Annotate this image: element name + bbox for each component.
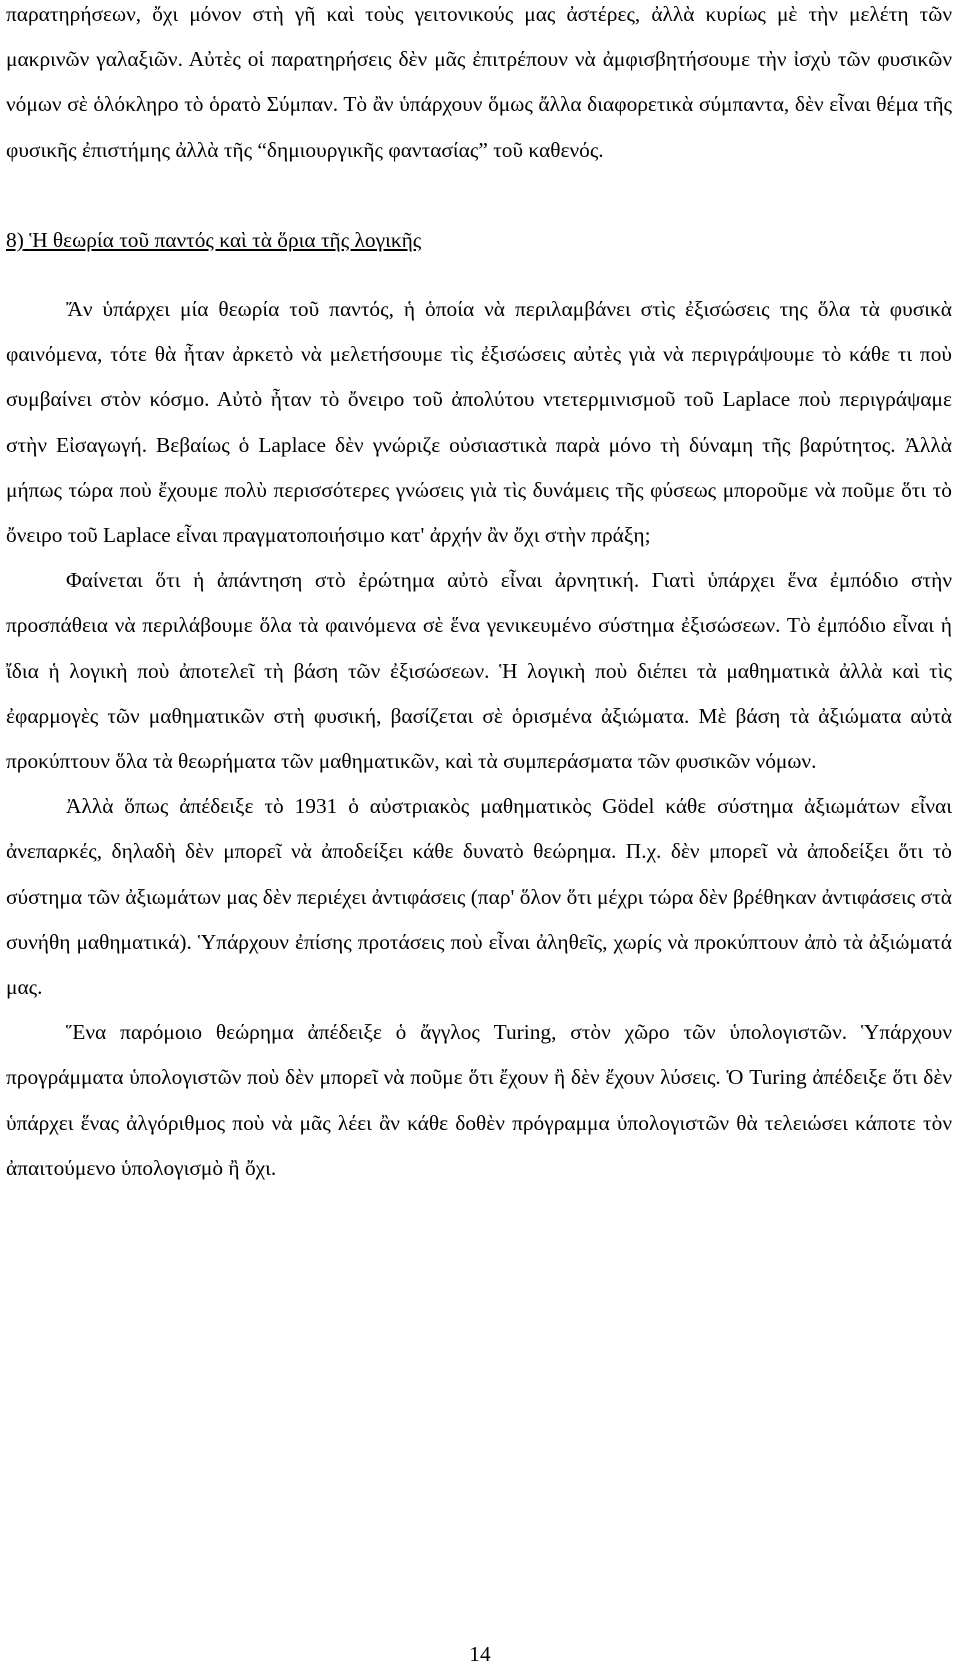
body-text: [6, 0, 952, 1191]
paragraph-2: Φαίνεται ὅτι ἡ ἀπάντηση στὸ ἐρώτημα αὐτὸ εἶναι ἀρνητική. Γιατὶ ὑπάρχει ἕνα ἐμπόδιο στὴν προσπάθεια νὰ περιλάβουμε ὅλα τὰ φαινόμενα σὲ ἕνα γενικευμένο σύστημα ἐξισώσεων. Τὸ ἐμπόδιο εἶναι ἡ ἴδια ἡ λογικὴ ποὺ ἀποτελεῖ τὴ βάση τῶν ἐξισώσεων. Ἡ λογικὴ ποὺ διέπει τὰ μαθηματικὰ ἀλλὰ καὶ τὶς ἐφαρμογὲς τῶν μαθηματικῶν στὴ φυσική, βασίζεται σὲ ὁρισμένα ἀξιώματα. Μὲ βάση τὰ ἀξιώματα αὐτὰ προκύπτουν ὅλα τὰ θεωρήματα τῶν μαθηματικῶν, καὶ τὰ συμπεράσματα τῶν φυσικῶν νόμων.: [6, 568, 952, 774]
section-heading: [6, 218, 952, 263]
paragraph-4: Ἕνα παρόμοιο θεώρημα ἀπέδειξε ὁ ἄγγλος Turing, στὸν χῶρο τῶν ὑπολογιστῶν. Ὑπάρχουν προγράμματα ὑπολογιστῶν ποὺ δὲν μπορεῖ νὰ ποῦμε ὅτι ἔχουν ἢ δὲν ἔχουν λύσεις. Ὁ Turing ἀπέδειξε ὅτι δὲν ὑπάρχει ἕνας ἀλγόριθμος ποὺ νὰ μᾶς λέει ἂν κάθε δοθὲν πρόγραμμα ὑπολογιστῶν θὰ τελειώσει κάποτε τὸν ἀπαιτούμενο ὑπολογισμὸ ἢ ὄχι.: [6, 1020, 952, 1180]
paragraph-intro: παρατηρήσεων, ὄχι μόνον στὴ γῆ καὶ τοὺς γειτονικούς μας ἀστέρες, ἀλλὰ κυρίως μὲ τὴν μελέτη τῶν μακρινῶν γαλαξιῶν. Αὐτὲς οἱ παρατηρήσεις δὲν μᾶς ἐπιτρέπουν νὰ ἀμφισβητήσουμε τὴν ἰσχὺ τῶν φυσικῶν νόμων σὲ ὁλόκληρο τὸ ὁρατὸ Σύμπαν. Τὸ ἂν ὑπάρχουν ὅμως ἄλλα διαφορετικὰ σύμπαντα, δὲν εἶναι θέμα τῆς φυσικῆς ἐπιστήμης ἀλλὰ τῆς “δημιουργικῆς φαντασίας” τοῦ καθενός.: [6, 2, 952, 162]
page-number: 14: [469, 1642, 491, 1666]
paragraph-3: Ἀλλὰ ὅπως ἀπέδειξε τὸ 1931 ὁ αὐστριακὸς μαθηματικὸς Gödel κάθε σύστημα ἀξιωμάτων εἶναι ἀνεπαρκές, δηλαδὴ δὲν μπορεῖ νὰ ἀποδείξει κάθε δυνατὸ θεώρημα. Π.χ. δὲν μπορεῖ νὰ ἀποδείξει ὅτι τὸ σύστημα τῶν ἀξιωμάτων μας δὲν περιέχει ἀντιφάσεις (παρ' ὅλον ὅτι μέχρι τώρα δὲν βρέθηκαν ἀντιφάσεις στὰ συνήθη μαθηματικά). Ὑπάρχουν ἐπίσης προτάσεις ποὺ εἶναι ἀληθεῖς, χωρίς νὰ προκύπτουν ἀπὸ τὰ ἀξιώματά μας.: [6, 794, 952, 1000]
section-title: Ἡ θεωρία τοῦ παντός καὶ τὰ ὅρια τῆς λογικῆς: [29, 227, 422, 252]
paragraph-1: Ἄν ὑπάρχει μία θεωρία τοῦ παντός, ἡ ὁποία νὰ περιλαμβάνει στὶς ἐξισώσεις της ὅλα τὰ φυσικὰ φαινόμενα, τότε θὰ ἦταν ἀρκετὸ νὰ μελετήσουμε τὶς ἐξισώσεις αὐτὲς γιὰ νὰ περιγράψουμε τὸ κάθε τι ποὺ συμβαίνει στὸν κόσμο. Αὐτὸ ἦταν τὸ ὄνειρο τοῦ ἀπολύτου ντετερμινισμοῦ τοῦ Laplace ποὺ περιγράψαμε στὴν Εἰσαγωγή. Βεβαίως ὁ Laplace δὲν γνώριζε οὐσιαστικὰ παρὰ μόνο τὴ δύναμη τῆς βαρύτητος. Ἀλλὰ μήπως τώρα ποὺ ἔχουμε πολὺ περισσότερες γνώσεις γιὰ τὶς δυνάμεις τῆς φύσεως μποροῦμε νὰ ποῦμε ὅτι τὸ ὄνειρο τοῦ Laplace εἶναι πραγματοποιήσιμο κατ' ἀρχήν ἂν ὄχι στὴν πράξη;: [6, 297, 952, 548]
section-number: 8): [6, 227, 24, 252]
